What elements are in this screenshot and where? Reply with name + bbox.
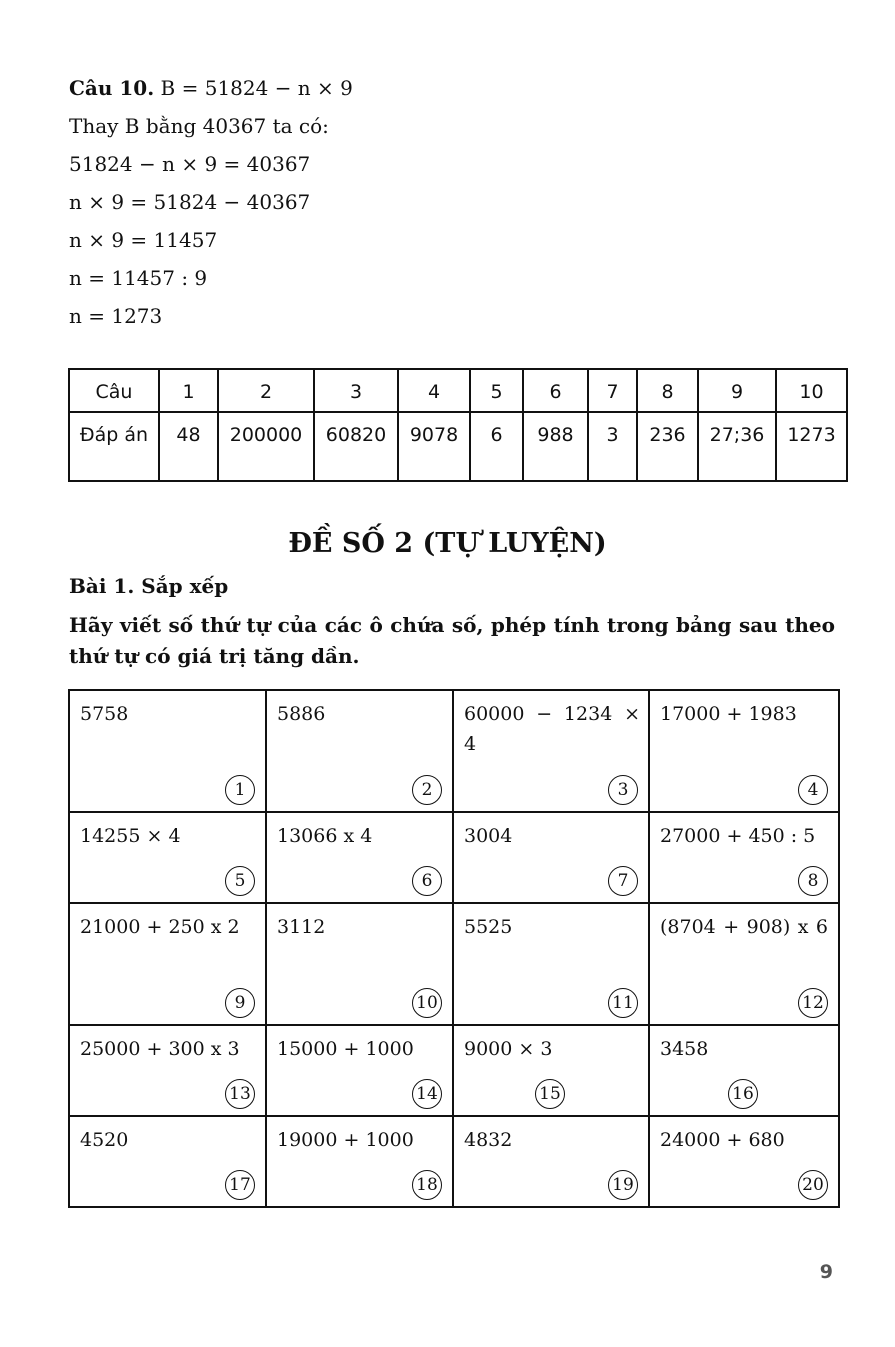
grid-cell [266,690,453,812]
answer-value: 236 [637,412,698,481]
grid-row [69,1025,839,1116]
question-number: 9 [698,369,776,412]
circled-number: 1 [225,775,255,805]
grid-row [69,690,839,812]
grid-cell [649,903,839,1025]
question-number: 4 [398,369,470,412]
solution-line-0: Câu 10. B = 51824 − n × 9 [69,76,353,100]
answer-value: 988 [523,412,588,481]
grid-row [69,1116,839,1207]
solution-block [69,72,353,338]
cell-expression: 21000 + 250 x 2 [80,916,240,938]
cell-expression: 9000 × 3 [464,1038,553,1060]
grid-cell [69,903,266,1025]
circled-number: 11 [608,988,638,1018]
grid-cell [69,1025,266,1116]
solution-line-6: n = 1273 [69,304,163,328]
grid-cell [69,1116,266,1207]
answer-table-values-row [69,412,847,481]
cell-expression: 25000 + 300 x 3 [80,1038,240,1060]
grid-cell [453,1025,649,1116]
answer-value: 27;36 [698,412,776,481]
grid-cell [266,812,453,903]
cell-expression: 3458 [660,1038,709,1060]
answer-value: 9078 [398,412,470,481]
circled-number: 14 [412,1079,442,1109]
cell-expression: 5886 [277,703,326,725]
solution-line-1: Thay B bằng 40367 ta có: [69,114,329,138]
exercise-instruction: Hãy viết số thứ tự của các ô chứa số, phép tính trong bảng sau theo thứ tự có giá trị tăng dần. [69,613,835,668]
question-number: 5 [470,369,523,412]
circled-number: 2 [412,775,442,805]
cell-expression: 5525 [464,916,513,938]
circled-number: 12 [798,988,828,1018]
circled-number: 5 [225,866,255,896]
cell-expression: 3112 [277,916,326,938]
circled-number: 20 [798,1170,828,1200]
cell-expression: 4520 [80,1129,129,1151]
cell-expression: 27000 + 450 : 5 [660,825,816,847]
question-number: 7 [588,369,637,412]
cell-expression: 17000 + 1983 [660,703,797,725]
grid-cell [649,690,839,812]
answer-value: 6 [470,412,523,481]
grid-row [69,903,839,1025]
cell-expression: 19000 + 1000 [277,1129,414,1151]
circled-number: 3 [608,775,638,805]
solution-line-2: 51824 − n × 9 = 40367 [69,152,311,176]
answer-value: 1273 [776,412,847,481]
circled-number: 15 [535,1079,565,1109]
page-number: 9 [819,1261,833,1283]
grid-cell [69,690,266,812]
grid-cell [649,812,839,903]
grid-cell [453,690,649,812]
section-title: ĐỀ SỐ 2 (TỰ LUYỆN) [288,528,607,559]
question-number: 3 [314,369,398,412]
grid-cell [649,1025,839,1116]
grid-cell [69,812,266,903]
cell-expression: 4832 [464,1129,513,1151]
grid-cell [453,812,649,903]
question-number: 8 [637,369,698,412]
question-label: Câu 10. [69,76,155,100]
cell-expression: 14255 × 4 [80,825,181,847]
grid-row [69,812,839,903]
cell-expression: 5758 [80,703,129,725]
sorting-grid [68,689,840,1208]
answer-table-header-row [69,369,847,412]
circled-number: 16 [728,1079,758,1109]
cell-expression: 15000 + 1000 [277,1038,414,1060]
solution-line-3: n × 9 = 51824 − 40367 [69,190,311,214]
circled-number: 9 [225,988,255,1018]
grid-cell [649,1116,839,1207]
solution-line-4: n × 9 = 11457 [69,228,218,252]
exercise-heading: Bài 1. Sắp xếp [69,574,229,598]
circled-number: 19 [608,1170,638,1200]
cell-expression: 3004 [464,825,513,847]
answer-value: 200000 [218,412,314,481]
cell-expression: 24000 + 680 [660,1129,785,1151]
cell-expression: 13066 x 4 [277,825,373,847]
circled-number: 4 [798,775,828,805]
cell-expression: 60000 − 1234 × 4 [464,703,640,755]
grid-cell [266,903,453,1025]
circled-number: 17 [225,1170,255,1200]
question-number: 10 [776,369,847,412]
circled-number: 6 [412,866,442,896]
circled-number: 13 [225,1079,255,1109]
grid-cell [266,1116,453,1207]
answer-value: 48 [159,412,218,481]
circled-number: 10 [412,988,442,1018]
circled-number: 18 [412,1170,442,1200]
grid-cell [453,1116,649,1207]
question-number: 2 [218,369,314,412]
answer-table [68,368,848,482]
answer-table-values-label: Đáp án [69,412,159,481]
question-number: 1 [159,369,218,412]
answer-value: 3 [588,412,637,481]
solution-line-5: n = 11457 : 9 [69,266,208,290]
cell-expression: (8704 + 908) x 6 [660,916,828,938]
answer-value: 60820 [314,412,398,481]
circled-number: 8 [798,866,828,896]
grid-cell [453,903,649,1025]
question-number: 6 [523,369,588,412]
circled-number: 7 [608,866,638,896]
answer-table-header-label: Câu [69,369,159,412]
grid-cell [266,1025,453,1116]
